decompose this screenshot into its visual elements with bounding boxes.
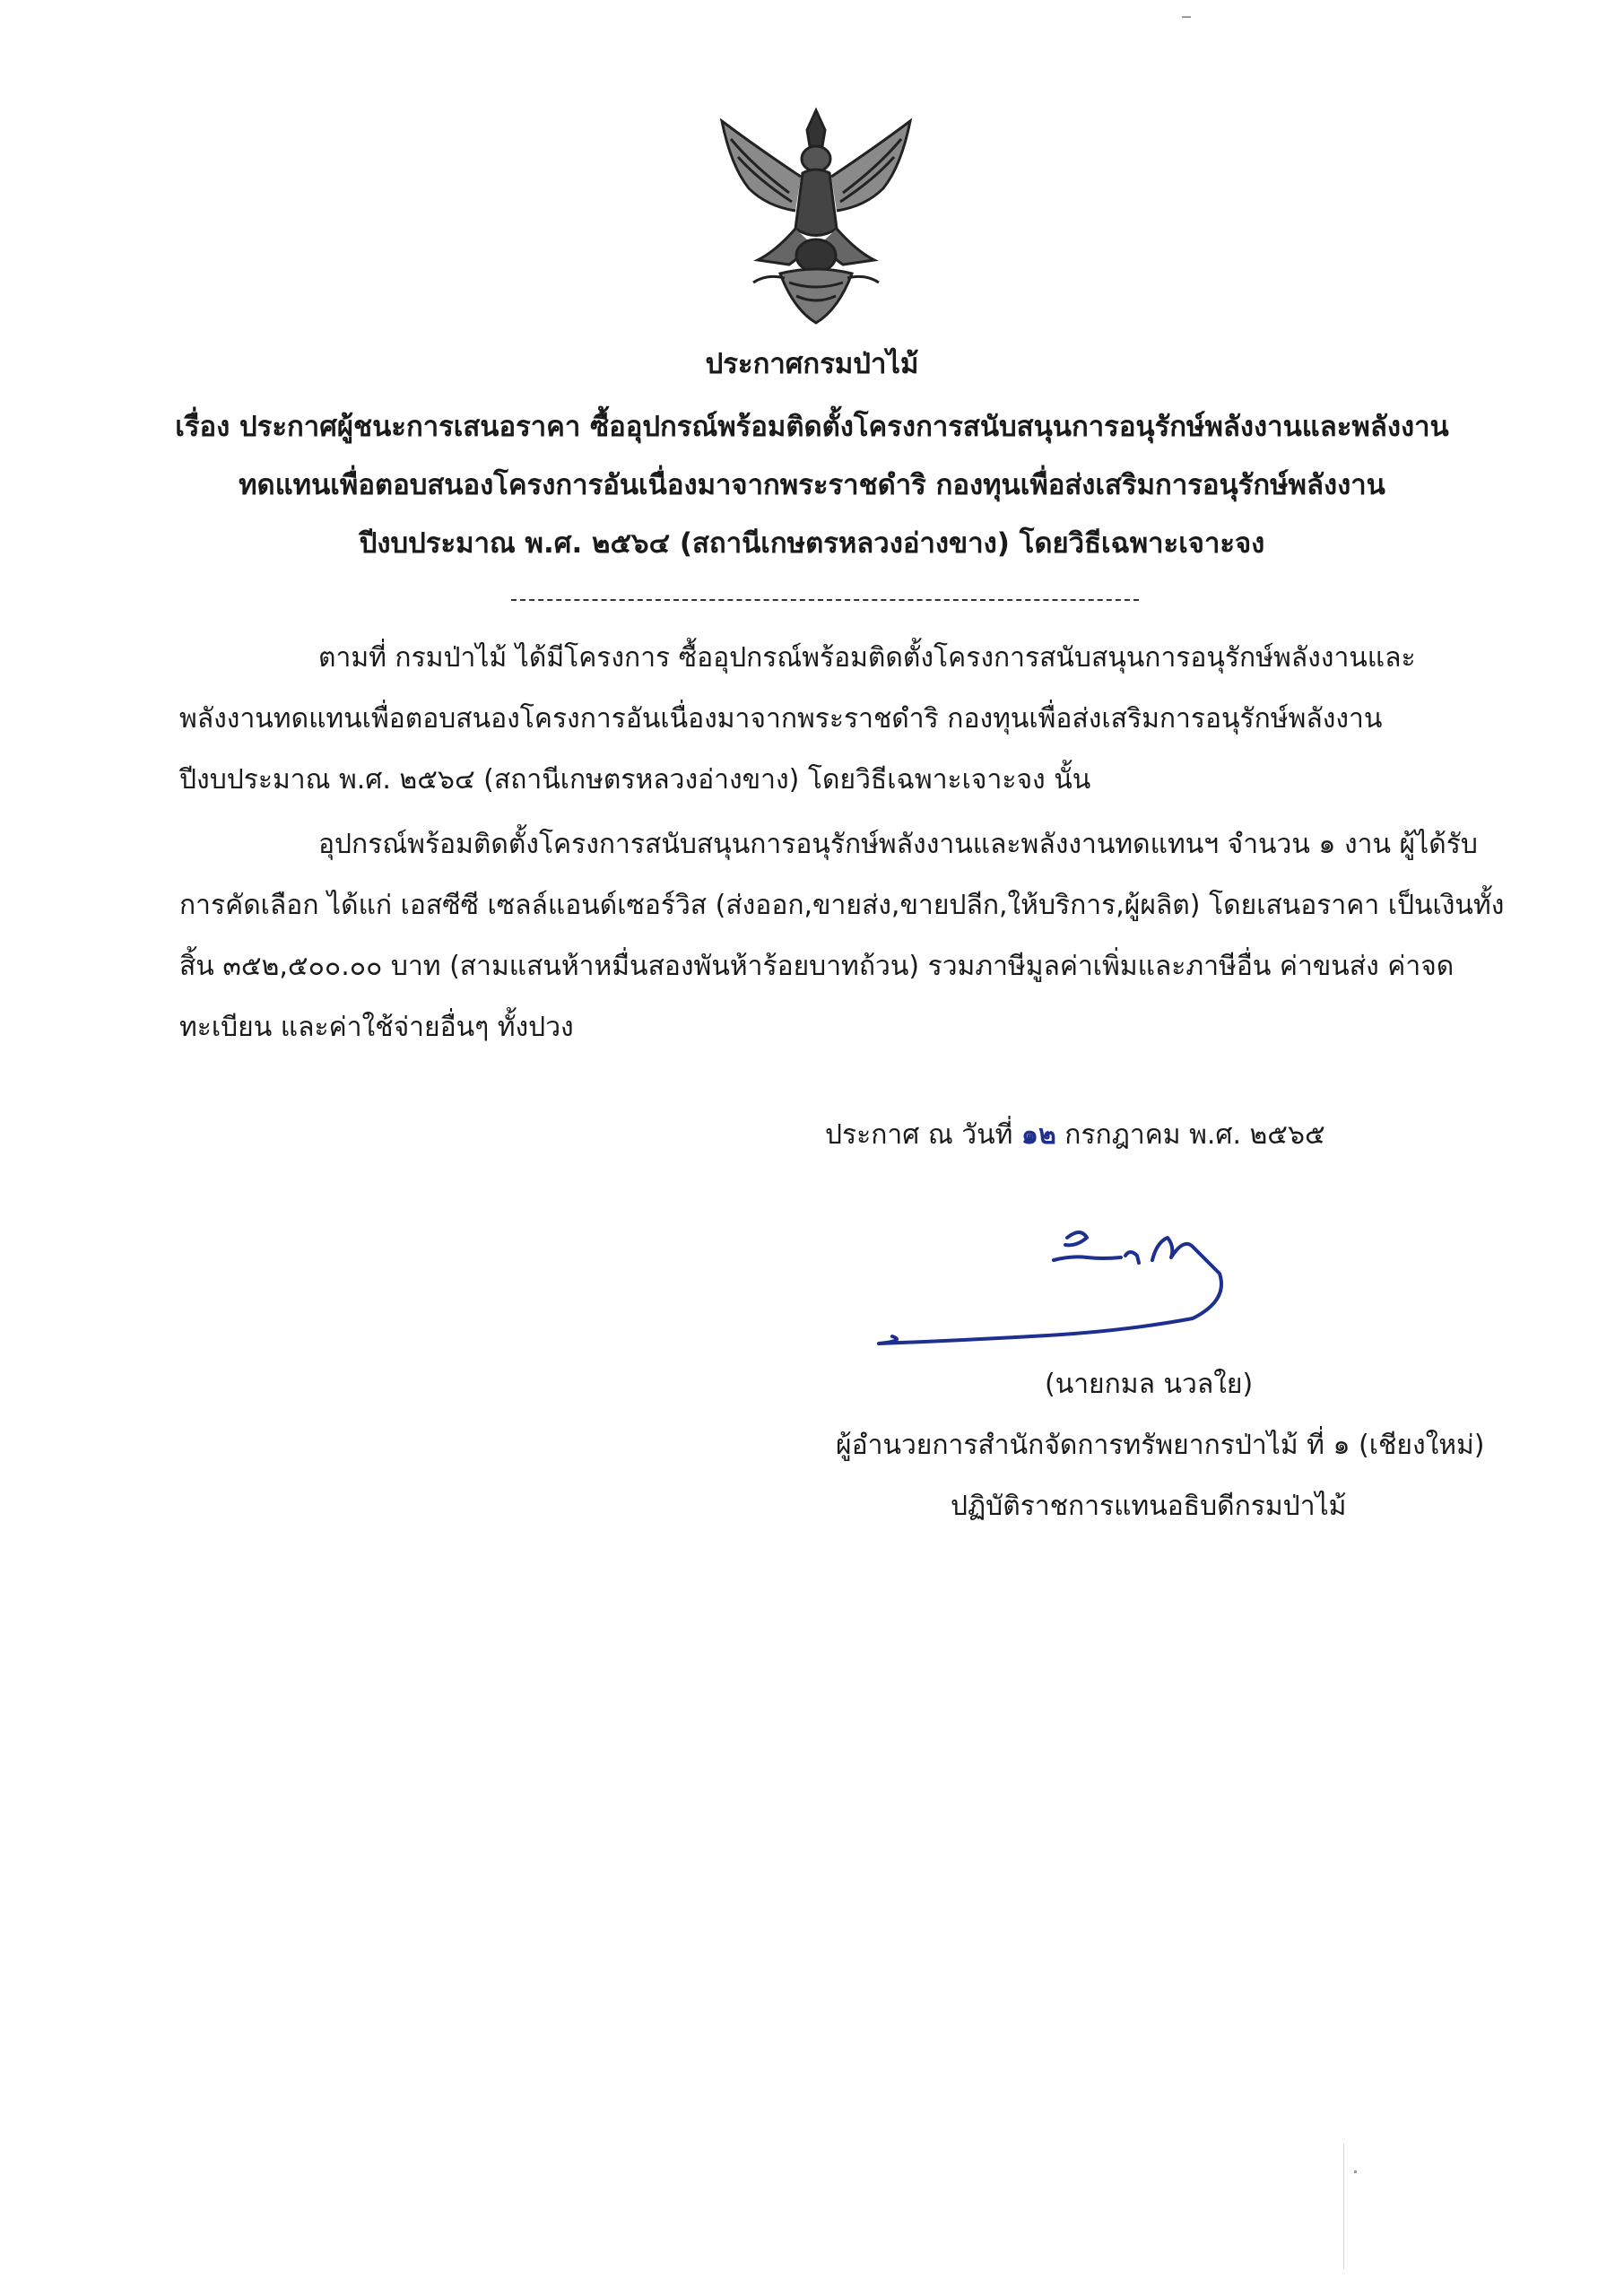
body-line: พลังงานทดแทนเพื่อตอบสนองโครงการอันเนื่องมาจากพระราชดำริ กองทุนเพื่อส่งเสริมการอนุรักษ์พลังงาน: [179, 703, 1383, 735]
signer-name: (นายกมล นวลใย): [1045, 1369, 1254, 1400]
body-line: ตามที่ กรมป่าไม้ ได้มีโครงการ ซื้ออุปกรณ์พร้อมติดตั้งโครงการสนับสนุนการอนุรักษ์พลังงานและ: [318, 642, 1416, 674]
garuda-emblem-icon: [704, 94, 928, 336]
handwritten-signature: [852, 1211, 1282, 1354]
subject-line-2: ทดแทนเพื่อตอบสนองโครงการอันเนื่องมาจากพระราชดำริ กองทุนเพื่อส่งเสริมการอนุรักษ์พลังงาน: [239, 469, 1385, 501]
body-line: อุปกรณ์พร้อมติดตั้งโครงการสนับสนุนการอนุรักษ์พลังงานและพลังงานทดแทนฯ จำนวน ๑ งาน ผู้ได้รับ: [318, 829, 1478, 860]
scan-mark: [1182, 16, 1191, 18]
body-line: สิ้น ๓๕๒,๕๐๐.๐๐ บาท (สามแสนห้าหมื่นสองพันห้าร้อยบาทถ้วน) รวมภาษีมูลค่าเพิ่มและภาษีอื่น ค่าขนส่ง ค่าจด: [179, 951, 1455, 982]
subject-line-3: ปีงบประมาณ พ.ศ. ๒๕๖๔ (สถานีเกษตรหลวงอ่างขาง) โดยวิธีเฉพาะเจาะจง: [359, 527, 1265, 560]
signer-acting-role: ปฏิบัติราชการแทนอธิบดีกรมป่าไม้: [951, 1491, 1347, 1522]
date-suffix: กรกฎาคม พ.ศ. ๒๕๖๕: [1064, 1119, 1325, 1151]
handwritten-day: ๑๒: [1020, 1119, 1056, 1151]
scan-mark: [1343, 2144, 1344, 2269]
signer-position: ผู้อำนวยการสำนักจัดการทรัพยากรป่าไม้ ที่ ๑ (เชียงใหม่): [836, 1430, 1485, 1461]
subject-line-1: เรื่อง ประกาศผู้ชนะการเสนอราคา ซื้ออุปกรณ์พร้อมติดตั้งโครงการสนับสนุนการอนุรักษ์พลังงานและพลังงาน: [175, 411, 1449, 443]
date-prefix: ประกาศ ณ วันที่: [825, 1119, 1013, 1151]
body-line: การคัดเลือก ได้แก่ เอสซีซี เซลล์แอนด์เซอร์วิส (ส่งออก,ขายส่ง,ขายปลีก,ให้บริการ,ผู้ผลิต) โดยเสนอราคา เป็นเงินทั้ง: [179, 890, 1505, 921]
body-line: ทะเบียน และค่าใช้จ่ายอื่นๆ ทั้งปวง: [179, 1012, 574, 1043]
body-line: ปีงบประมาณ พ.ศ. ๒๕๖๔ (สถานีเกษตรหลวงอ่างขาง) โดยวิธีเฉพาะเจาะจง นั้น: [179, 764, 1091, 796]
scan-mark: [1354, 2170, 1357, 2173]
announcement-date: [825, 1114, 1325, 1156]
announcement-heading: ประกาศกรมป่าไม้: [705, 348, 919, 380]
separator-line: [511, 599, 1139, 601]
